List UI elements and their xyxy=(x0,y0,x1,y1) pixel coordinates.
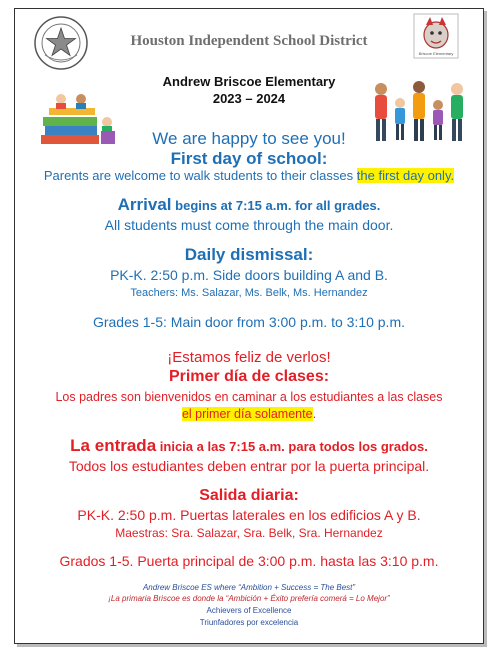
arrival-label-en: Arrival xyxy=(117,195,172,214)
welcome-es: ¡Estamos feliz de verlos! xyxy=(167,349,331,366)
district-name: Houston Independent School District xyxy=(130,33,368,49)
first-day-highlight-line-es xyxy=(15,406,483,423)
first-day-highlight-en: the first day only. xyxy=(356,168,455,183)
mascot-label: Briscoe Elementary xyxy=(418,51,454,56)
school-year: 2023 – 2024 xyxy=(212,91,286,106)
first-day-end-es: . xyxy=(312,407,317,421)
arrival-es xyxy=(15,436,483,456)
arrival-text-es: inicia a las 7:15 a.m. para todos los grados. xyxy=(159,439,428,454)
footer-motto-es: ¡La primaria Briscoe es donde la “Ambición + Éxito prefería comerá = Lo Mejor” xyxy=(108,594,390,603)
pk-line-es: PK-K. 2:50 p.m. Puertas laterales en los edificios A y B. xyxy=(77,507,421,523)
first-day-text-es xyxy=(15,389,483,423)
school-name: Andrew Briscoe Elementary xyxy=(162,74,336,89)
first-day-title-es: Primer día de clases: xyxy=(168,368,330,385)
grades-line-es: Grados 1-5. Puerta principal de 3:00 p.m. hasta las 3:10 p.m. xyxy=(59,553,439,569)
arrival-en xyxy=(15,195,483,215)
pk-line-en: PK-K. 2:50 p.m. Side doors building A and B. xyxy=(110,267,388,283)
dismissal-title-es: Salida diaria: xyxy=(199,487,299,504)
footer-achievers: Achievers of Excellence xyxy=(206,606,292,615)
arrival-note-es: Todos los estudiantes deben entrar por la puerta principal. xyxy=(68,458,430,474)
arrival-text-en: begins at 7:15 a.m. for all grades. xyxy=(175,198,381,213)
first-day-body-en: Parents are welcome to walk students to their classes xyxy=(43,168,354,183)
teachers-es: Maestras: Sra. Salazar, Sra. Belk, Sra. Hernandez xyxy=(115,526,383,540)
footer-triunfadores: Triunfadores por excelencia xyxy=(199,618,299,627)
teachers-en: Teachers: Ms. Salazar, Ms. Belk, Ms. Hernandez xyxy=(130,287,368,299)
first-day-text-en xyxy=(15,168,483,183)
flyer-page xyxy=(14,8,484,644)
first-day-highlight-es: el primer día solamente xyxy=(181,407,313,421)
first-day-title-en: First day of school: xyxy=(170,149,328,168)
welcome-en: We are happy to see you! xyxy=(152,129,346,148)
briscoe-mascot-icon xyxy=(413,13,459,59)
first-day-body-es: Los padres son bienvenidos en caminar a los estudiantes a las clases xyxy=(55,390,443,404)
footer-motto-en: Andrew Briscoe ES where “Ambition + Success = The Best” xyxy=(142,583,356,592)
arrival-note-en: All students must come through the main door. xyxy=(104,217,394,233)
dismissal-title-en: Daily dismissal: xyxy=(184,245,314,264)
grades-line-en: Grades 1-5: Main door from 3:00 p.m. to 3:10 p.m. xyxy=(92,314,406,330)
arrival-label-es: La entrada xyxy=(70,436,157,455)
